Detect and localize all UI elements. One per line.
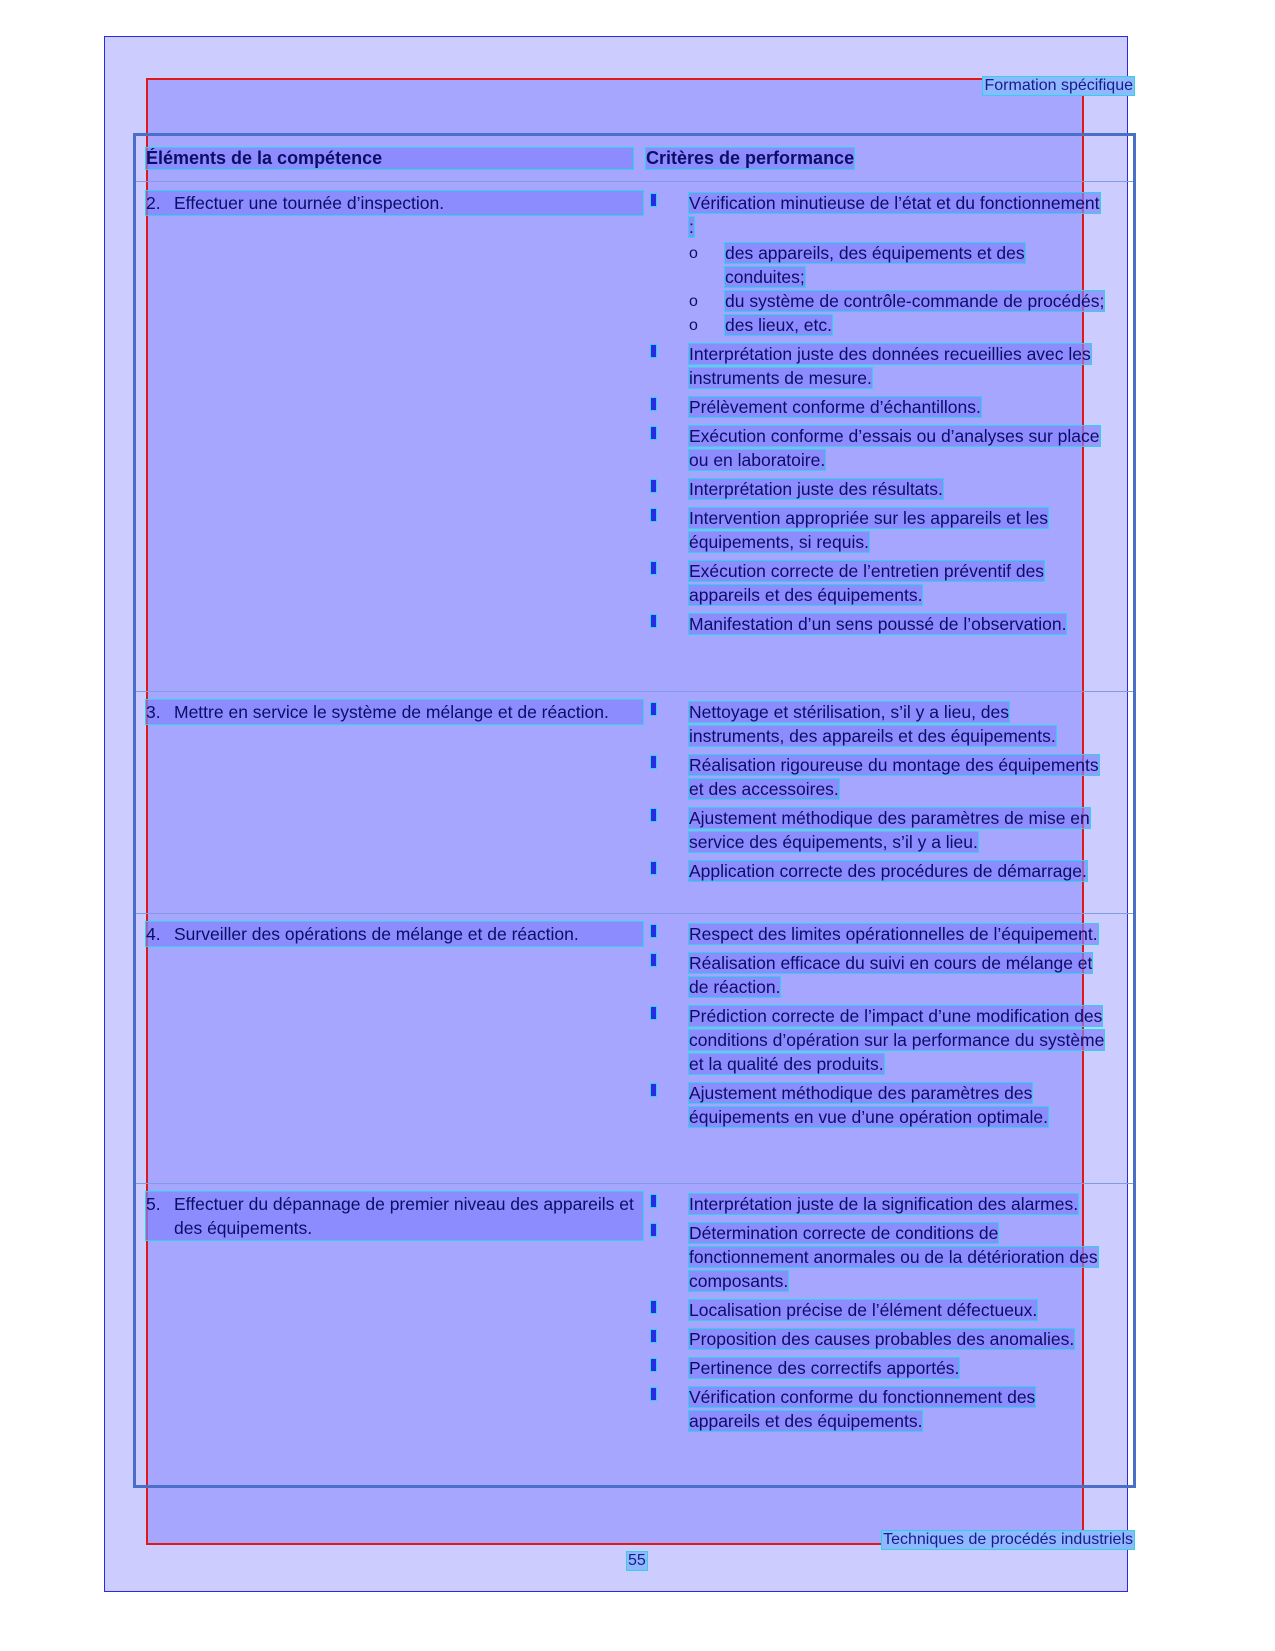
page-number: 55: [628, 1552, 646, 1569]
criterion-text: Ajustement méthodique des paramètres des équipements en vue d’une opération optimale.: [689, 1083, 1048, 1127]
criterion-item: [651, 1385, 1106, 1433]
criterion-item: [651, 951, 1106, 999]
sub-criteria-list: [689, 241, 1106, 337]
criterion-text: Interprétation juste des données recueillies avec les instruments de mesure.: [689, 344, 1091, 388]
criterion-text: Application correcte des procédures de démarrage.: [689, 861, 1087, 881]
criterion-text: Pertinence des correctifs apportés.: [689, 1358, 960, 1378]
criterion-item: [651, 506, 1106, 554]
sub-criterion-item: [689, 289, 1106, 313]
sub-criterion-item: [689, 241, 1106, 289]
circle-bullet-icon: o: [689, 245, 698, 262]
bullet-icon: [651, 1388, 656, 1400]
criterion-text: Vérification minutieuse de l’état et du fonctionnement :: [689, 193, 1100, 237]
bullet-icon: [651, 925, 656, 937]
criteria-list: [651, 922, 1106, 1134]
criterion-text: Prédiction correcte de l’impact d’une modification des conditions d’opération sur la performance du système et la qualité des produits.: [689, 1006, 1105, 1074]
bullet-icon: [651, 345, 656, 357]
bullet-icon: [651, 1007, 656, 1019]
criterion-item: [651, 1004, 1106, 1076]
criterion-item: [651, 1327, 1106, 1351]
criterion-item: [651, 1192, 1106, 1216]
bullet-icon: [651, 562, 656, 574]
criterion-text: Réalisation efficace du suivi en cours de mélange et de réaction.: [689, 953, 1093, 997]
bullet-icon: [651, 756, 656, 768]
column-header-criteria: Critères de performance: [646, 148, 855, 168]
column-header-elements: Éléments de la compétence: [146, 148, 633, 169]
criteria-list: [651, 700, 1106, 888]
sub-criterion-item: [689, 313, 1106, 337]
element-text: Effectuer une tournée d’inspection.: [174, 193, 445, 213]
bullet-icon: [651, 703, 656, 715]
criterion-item: [651, 859, 1106, 883]
element-text: Effectuer du dépannage de premier niveau des appareils et des équipements.: [174, 1194, 634, 1238]
bullet-icon: [651, 1330, 656, 1342]
element-item: [146, 1192, 643, 1240]
running-footer: Techniques de procédés industriels: [883, 1531, 1133, 1548]
criterion-item: [651, 1221, 1106, 1293]
element-item: [146, 700, 643, 724]
criterion-text: Interprétation juste de la signification des alarmes.: [689, 1194, 1079, 1214]
criterion-item: [651, 1356, 1106, 1380]
table-header-row: [136, 136, 1133, 182]
criterion-item: [651, 477, 1106, 501]
criterion-text: Ajustement méthodique des paramètres de mise en service des équipements, s’il y a lieu.: [689, 808, 1090, 852]
criterion-item: [651, 700, 1106, 748]
criterion-item: [651, 1298, 1106, 1322]
criteria-list: [651, 191, 1106, 641]
sub-criterion-text: des appareils, des équipements et des conduites;: [725, 243, 1025, 287]
bullet-icon: [651, 398, 656, 410]
element-item: [146, 922, 643, 946]
element-number: 4.: [146, 924, 161, 944]
criterion-text: Interprétation juste des résultats.: [689, 479, 943, 499]
criterion-text: Détermination correcte de conditions de fonctionnement anormales ou de la détérioration des composants.: [689, 1223, 1098, 1291]
criterion-item: [651, 806, 1106, 854]
competence-table: [133, 133, 1136, 1488]
table-row: [136, 691, 1133, 913]
criterion-item: [651, 922, 1106, 946]
bullet-icon: [651, 862, 656, 874]
criterion-text: Exécution correcte de l’entretien préventif des appareils et des équipements.: [689, 561, 1045, 605]
bullet-icon: [651, 427, 656, 439]
sub-criterion-text: du système de contrôle-commande de procédés;: [725, 291, 1105, 311]
bullet-icon: [651, 509, 656, 521]
element-number: 2.: [146, 193, 161, 213]
bullet-icon: [651, 1084, 656, 1096]
element-number: 3.: [146, 702, 161, 722]
bullet-icon: [651, 1301, 656, 1313]
criterion-text: Localisation précise de l’élément défectueux.: [689, 1300, 1038, 1320]
criterion-item: [651, 395, 1106, 419]
bullet-icon: [651, 194, 656, 206]
bullet-icon: [651, 809, 656, 821]
criterion-item: [651, 191, 1106, 337]
criterion-item: [651, 342, 1106, 390]
criterion-item: [651, 559, 1106, 607]
bullet-icon: [651, 1359, 656, 1371]
running-header: Formation spécifique: [984, 77, 1133, 94]
element-text: Surveiller des opérations de mélange et de réaction.: [174, 924, 579, 944]
table-row: [136, 181, 1133, 691]
table-row: [136, 1183, 1133, 1485]
table-row: [136, 913, 1133, 1183]
bullet-icon: [651, 615, 656, 627]
criterion-text: Proposition des causes probables des anomalies.: [689, 1329, 1075, 1349]
bullet-icon: [651, 1195, 656, 1207]
sub-criterion-text: des lieux, etc.: [725, 315, 832, 335]
criterion-text: Exécution conforme d’essais ou d’analyses sur place ou en laboratoire.: [689, 426, 1100, 470]
criterion-text: Respect des limites opérationnelles de l’équipement.: [689, 924, 1098, 944]
criterion-text: Réalisation rigoureuse du montage des équipements et des accessoires.: [689, 755, 1099, 799]
criterion-item: [651, 1081, 1106, 1129]
criterion-text: Vérification conforme du fonctionnement des appareils et des équipements.: [689, 1387, 1036, 1431]
criteria-list: [651, 1192, 1106, 1438]
criterion-text: Prélèvement conforme d’échantillons.: [689, 397, 981, 417]
element-text: Mettre en service le système de mélange et de réaction.: [174, 702, 609, 722]
criterion-item: [651, 612, 1106, 636]
element-number: 5.: [146, 1194, 161, 1214]
bullet-icon: [651, 1224, 656, 1236]
element-item: [146, 191, 643, 215]
circle-bullet-icon: o: [689, 293, 698, 310]
criterion-text: Manifestation d’un sens poussé de l’observation.: [689, 614, 1067, 634]
bullet-icon: [651, 480, 656, 492]
circle-bullet-icon: o: [689, 317, 698, 334]
bullet-icon: [651, 954, 656, 966]
criterion-text: Intervention appropriée sur les appareils et les équipements, si requis.: [689, 508, 1048, 552]
criterion-text: Nettoyage et stérilisation, s’il y a lieu, des instruments, des appareils et des équipements.: [689, 702, 1056, 746]
criterion-item: [651, 424, 1106, 472]
criterion-item: [651, 753, 1106, 801]
